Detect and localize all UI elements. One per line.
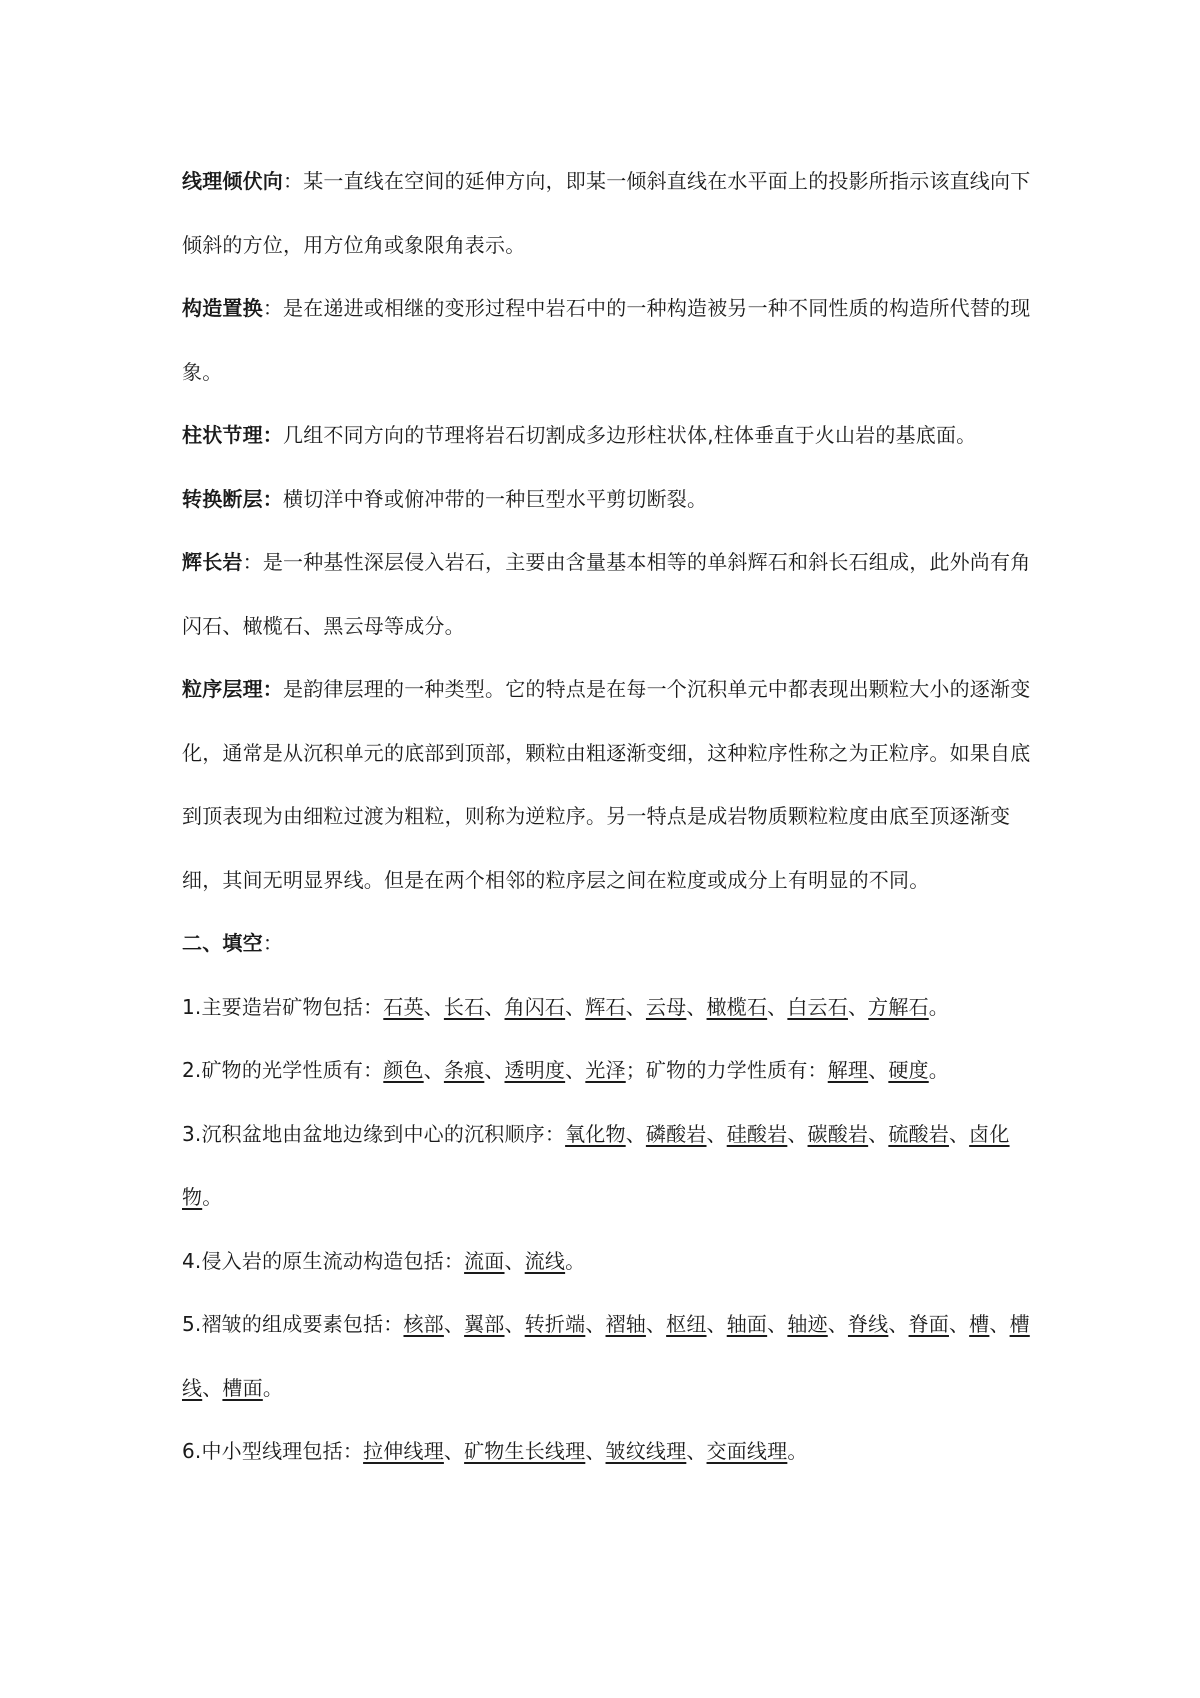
question-prompt: 4.侵入岩的原生流动构造包括：	[182, 1248, 465, 1273]
answer-blank: 皱纹线理	[605, 1439, 687, 1463]
answer-blank: 槽线	[182, 1312, 1030, 1400]
fill-in-item	[182, 1420, 1032, 1484]
definition-text: 是韵律层理的一种类型。它的特点是在每一个沉积单元中都表现出颗粒大小的逐渐变化，通常是从沉积单元的底部到顶部，颗粒由粗逐渐变细，这种粒序性称之为正粒序。如果自底到顶表现为由细粒过渡为粗粒，则称为逆粒序。另一特点是成岩物质颗粒粒度由底至顶逐渐变细，其间无明显界线。但是在两个相邻的粒序层之间在粒度或成分上有明显的不同。	[182, 677, 1031, 892]
answer-blank: 碳酸岩	[807, 1121, 869, 1146]
definitions-list	[182, 150, 1032, 912]
answer-separator: 、	[443, 1312, 465, 1336]
answer-blank: 氧化物	[565, 1121, 626, 1146]
answer-blank: 卤化物	[182, 1121, 1010, 1209]
answer-separator: 、	[948, 1121, 970, 1146]
definition-paragraph	[182, 277, 1032, 404]
question-prompt: ；矿物的力学性质有：	[625, 1058, 828, 1082]
answer-blank: 长石	[443, 994, 485, 1019]
answer-separator: 、	[868, 1058, 889, 1082]
answer-blank: 翼部	[464, 1312, 505, 1336]
answer-blank: 辉石	[585, 994, 626, 1019]
answer-separator: 、	[504, 1312, 525, 1336]
definition-term: 粒序层理：	[182, 677, 283, 701]
document-page	[182, 150, 1032, 1484]
question-prompt: 3.沉积盆地由盆地边缘到中心的沉积顺序：	[182, 1121, 566, 1146]
answer-separator: 、	[827, 1312, 848, 1336]
fill-in-item	[182, 1103, 1032, 1230]
answer-separator: 、	[706, 1312, 727, 1336]
answer-separator: 、	[645, 1312, 667, 1336]
definition-text: 某一直线在空间的延伸方向，即某一倾斜直线在水平面上的投影所指示该直线向下倾斜的方位，用方位角或象限角表示。	[182, 169, 1031, 257]
answer-separator: 、	[868, 1121, 889, 1146]
section-heading	[182, 912, 1032, 976]
answer-separator: 、	[847, 994, 869, 1019]
answer-blank: 流面	[464, 1248, 505, 1273]
question-prompt: 2.矿物的光学性质有：	[182, 1058, 384, 1082]
answer-separator: 、	[706, 1121, 727, 1146]
answer-blank: 脊面	[908, 1312, 949, 1336]
answer-separator: 、	[767, 994, 788, 1019]
answer-blank: 槽	[969, 1312, 990, 1336]
section-colon: ：	[262, 931, 284, 955]
answer-blank: 脊线	[847, 1312, 889, 1336]
fill-in-item	[182, 976, 1032, 1040]
answer-blank: 光泽	[585, 1058, 626, 1082]
definition-separator: ：	[242, 550, 263, 574]
answer-blank: 条痕	[443, 1058, 485, 1082]
answer-blank: 硅酸岩	[726, 1121, 788, 1146]
answer-separator: 、	[585, 1439, 606, 1463]
answer-blank: 硬度	[888, 1058, 929, 1082]
answer-separator: 、	[484, 1058, 505, 1082]
answer-blank: 方解石	[868, 994, 929, 1019]
definition-term: 辉长岩	[182, 550, 243, 574]
answer-blank: 解理	[827, 1058, 869, 1082]
answer-separator: 、	[767, 1312, 788, 1336]
answer-separator: 、	[443, 1439, 465, 1463]
definition-paragraph	[182, 404, 1032, 468]
answer-blank: 磷酸岩	[645, 1121, 707, 1146]
answer-blank: 褶轴	[605, 1312, 646, 1336]
definition-paragraph	[182, 468, 1032, 532]
definition-text: 横切洋中脊或俯冲带的一种巨型水平剪切断裂。	[283, 486, 708, 511]
definition-paragraph	[182, 531, 1032, 658]
definition-term: 线理倾伏向	[182, 169, 283, 193]
answer-blank: 轴面	[726, 1312, 768, 1336]
question-end: 。	[928, 1058, 949, 1082]
answer-blank: 透明度	[504, 1058, 566, 1082]
question-prompt: 6.中小型线理包括：	[182, 1439, 364, 1463]
question-end: 。	[202, 1185, 223, 1209]
answer-blank: 白云石	[787, 994, 848, 1019]
definition-text: 是一种基性深层侵入岩石，主要由含量基本相等的单斜辉石和斜长石组成，此外尚有角闪石、橄榄石、黑云母等成分。	[182, 550, 1031, 638]
answer-blank: 轴迹	[787, 1312, 828, 1336]
answer-separator: 、	[888, 1312, 909, 1336]
question-end: 。	[565, 1248, 586, 1273]
definition-text: 几组不同方向的节理将岩石切割成多边形柱状体,柱体垂直于火山岩的基底面。	[283, 423, 977, 447]
definition-separator: ：	[262, 296, 284, 320]
question-end: 。	[928, 994, 949, 1019]
answer-blank: 橄榄石	[706, 994, 768, 1019]
answer-blank: 枢纽	[666, 1312, 707, 1336]
answer-blank: 槽面	[222, 1375, 263, 1400]
section-title: 二、填空	[182, 931, 263, 955]
answer-separator: 、	[686, 994, 707, 1019]
answer-blank: 流线	[524, 1248, 566, 1273]
definition-text: 是在递进或相继的变形过程中岩石中的一种构造被另一种不同性质的构造所代替的现象。	[182, 296, 1031, 384]
answer-separator: 、	[686, 1439, 707, 1463]
answer-separator: 、	[504, 1248, 525, 1273]
answer-blank: 转折端	[524, 1312, 586, 1336]
answer-separator: 、	[948, 1312, 970, 1336]
answer-separator: 、	[565, 994, 586, 1019]
question-end: 。	[262, 1375, 284, 1400]
definition-term: 转换断层：	[182, 486, 283, 511]
answer-separator: 、	[423, 1058, 444, 1082]
fill-in-list	[182, 976, 1032, 1484]
question-prompt: 1.主要造岩矿物包括：	[182, 994, 384, 1019]
definition-separator: ：	[283, 169, 304, 193]
question-end: 。	[787, 1439, 808, 1463]
answer-blank: 石英	[383, 994, 424, 1019]
answer-blank: 交面线理	[706, 1439, 788, 1463]
question-prompt: 5.褶皱的组成要素包括：	[182, 1312, 404, 1336]
answer-separator: 、	[565, 1058, 586, 1082]
answer-blank: 矿物生长线理	[464, 1439, 586, 1463]
definition-term: 柱状节理：	[182, 423, 283, 447]
answer-separator: 、	[423, 994, 444, 1019]
fill-in-item	[182, 1039, 1032, 1103]
answer-blank: 云母	[645, 994, 687, 1019]
definition-paragraph	[182, 150, 1032, 277]
answer-blank: 拉伸线理	[363, 1439, 444, 1463]
answer-blank: 角闪石	[504, 994, 566, 1019]
definition-term: 构造置换	[182, 296, 263, 320]
fill-in-item	[182, 1293, 1032, 1420]
answer-separator: 、	[787, 1121, 808, 1146]
answer-separator: 、	[585, 1312, 606, 1336]
answer-separator: 、	[625, 1121, 646, 1146]
answer-separator: 、	[484, 994, 505, 1019]
definition-paragraph	[182, 658, 1032, 912]
answer-separator: 、	[202, 1375, 223, 1400]
answer-separator: 、	[625, 994, 646, 1019]
fill-in-item	[182, 1230, 1032, 1294]
answer-blank: 硫酸岩	[888, 1121, 949, 1146]
answer-blank: 核部	[403, 1312, 444, 1336]
answer-separator: 、	[989, 1312, 1010, 1336]
answer-blank: 颜色	[383, 1058, 424, 1082]
